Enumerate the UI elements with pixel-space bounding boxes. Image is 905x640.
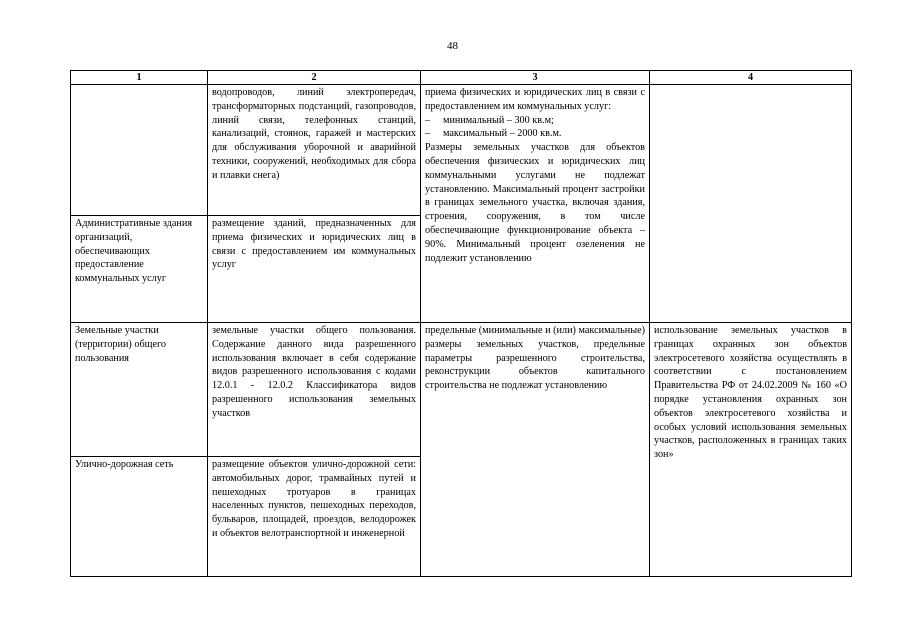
cell-use-name: Улично-дорожная сеть — [71, 457, 208, 577]
limits-intro: приема физических и юридических лиц в связи с предоставлением им коммунальных услуг: — [425, 87, 645, 112]
limits-max: – максимальный – 2000 кв.м. — [425, 128, 562, 140]
header-col-4: 4 — [650, 71, 852, 85]
cell-empty — [71, 85, 208, 216]
table-header-row — [71, 71, 852, 85]
cell-use-description: размещение объектов улично-дорожной сети: автомобильных дорог, трамвайных путей и пешеходных тротуаров в границах населенных пунктов, пешеходных переходов, бульваров, площадей, проездов, велодорожек и объектов велотранспортной и инженерной — [208, 457, 421, 577]
page-number: 48 — [447, 40, 458, 52]
cell-empty — [650, 216, 852, 323]
cell-use-name: Земельные участки (территории) общего пользования — [71, 323, 208, 457]
cell-limits-params — [421, 85, 650, 323]
regulations-table — [70, 70, 852, 577]
cell-continued-description: водопроводов, линий электропередач, трансформаторных подстанций, газопроводов, линий связи, телефонных станций, канализаций, стоянок, гаражей и мастерских для обслуживания уборочной и аварийной техники, сооружений, необходимых для сбора и плавки снега) — [208, 85, 421, 216]
table-row — [71, 323, 852, 457]
cell-restrictions: использование земельных участков в границах охранных зон объектов электросетевого хозяйства осуществлять в соответствии с постановлением Правительства РФ от 24.02.2009 № 160 «О порядке установления охранных зон объектов электросетевого хозяйства и особых условий использования земельных участков, расположенных в границах таких зон» — [650, 323, 852, 577]
header-col-2: 2 — [208, 71, 421, 85]
cell-use-name: Административные здания организаций, обеспечивающих предоставление коммунальных услуг — [71, 216, 208, 323]
cell-use-description: размещение зданий, предназначенных для приема физических и юридических лиц в связи с предоставлением им коммунальных услуг — [208, 216, 421, 323]
limits-text: Размеры земельных участков для объектов обеспечения физических и юридических лиц коммунальными услугами не подлежат установлению. Максимальный процент застройки в границах земельного участка, включая здания, строения, сооружения, в том числе обеспечивающие функционирование объекта – 90%. Минимальный процент озеленения не подлежит установлению — [425, 142, 645, 264]
limits-min: – минимальный – 300 кв.м; — [425, 114, 554, 126]
cell-empty — [650, 85, 852, 216]
cell-use-description: земельные участки общего пользования. Содержание данного вида разрешенного использования включает в себя содержание видов разрешенного использования с кодами 12.0.1 - 12.0.2 Классификатора видов разрешенного использования земельных участков — [208, 323, 421, 457]
cell-limits-params: предельные (минимальные и (или) максимальные) размеры земельных участков, предельные параметры разрешенного строительства, реконструкции объектов капитального строительства не подлежат установлению — [421, 323, 650, 577]
header-col-1: 1 — [71, 71, 208, 85]
header-col-3: 3 — [421, 71, 650, 85]
table-row — [71, 85, 852, 216]
